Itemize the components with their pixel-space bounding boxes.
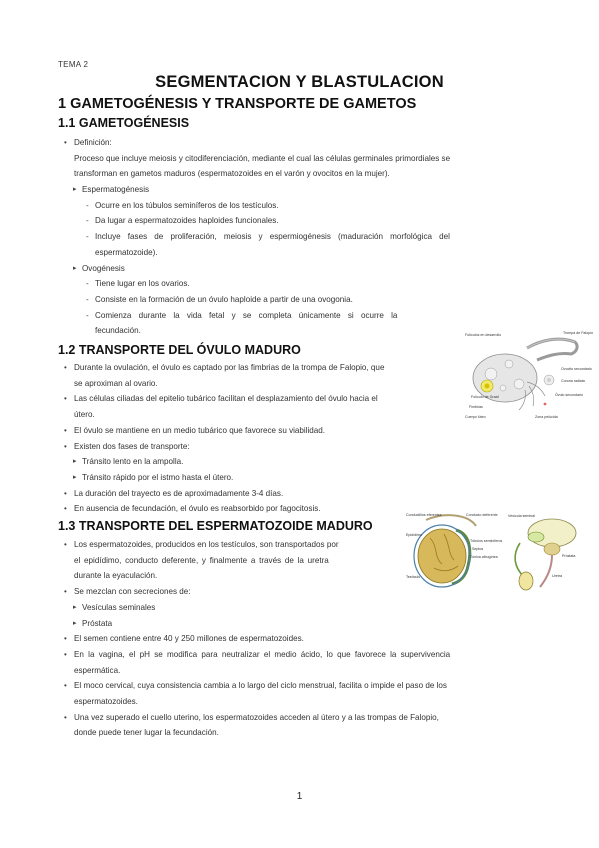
list-item: - Da lugar a espermatozoides haploides funcionales.	[95, 213, 279, 229]
list-item-continuation: útero.	[74, 410, 95, 420]
subsection-heading-1-2: 1.2 TRANSPORTE DEL ÓVULO MADURO	[58, 343, 301, 357]
list-item-continuation: espermatozoide).	[95, 247, 158, 257]
list-item: • En ausencia de fecundación, el óvulo es reabsorbido por fagocitosis.	[74, 501, 321, 517]
list-item: ▸ Tránsito lento en la ampolla.	[82, 454, 183, 470]
subsection-heading-1-1: 1.1 GAMETOGÉNESIS	[58, 116, 190, 130]
list-item: • El moco cervical, cuya consistencia cambia a lo largo del ciclo menstrual, facilita o impide el paso de los	[74, 678, 447, 694]
figure-label: Epidídimo	[406, 533, 422, 537]
list-item: - Comienza durante la vida fetal y se completa únicamente si ocurre la	[95, 308, 397, 324]
testis-illustration	[404, 506, 503, 592]
male-tract-illustration	[500, 507, 584, 595]
figure-label: Conducto deferente	[466, 513, 498, 517]
list-item-continuation: espermatozoides.	[74, 697, 138, 706]
list-item-continuation: se aproximan al ovario.	[74, 378, 158, 388]
list-item: - Ocurre en los túbulos seminíferos de los testículos.	[95, 198, 279, 214]
list-item: ▸ Próstata	[82, 616, 112, 632]
figure-label: Uretra	[552, 574, 562, 578]
figure-label: Óvulo secundario	[555, 393, 583, 397]
list-item: - Consiste en la formación de un óvulo haploide a partir de una ovogonia.	[95, 292, 353, 308]
list-item: ▸ Vesículas seminales	[82, 600, 155, 616]
ovary-illustration	[463, 326, 594, 426]
paragraph-line: Proceso que incluye meiosis y citodiferenciación, mediante el cual las células germinales primordiales se	[74, 153, 451, 163]
figure-label: Cuerpo lúteo	[465, 415, 486, 419]
figure-label: Testículo	[406, 575, 421, 579]
list-item: • Existen dos fases de transporte:	[74, 439, 190, 455]
list-item: • En la vagina, el pH se modifica para neutralizar el medio ácido, lo que favorece la supervivencia	[74, 647, 450, 663]
list-item: • Los espermatozoides, producidos en los testículos, son transportados por	[74, 537, 339, 553]
figure-label: Folículo de Graaf	[471, 395, 499, 399]
figure-label: Conductillos eferentes	[406, 513, 442, 517]
subsection-heading-1-3: 1.3 TRANSPORTE DEL ESPERMATOZOIDE MADURO	[58, 519, 373, 533]
list-item: • El óvulo se mantiene en un medio tubárico que favorece su viabilidad.	[74, 423, 325, 439]
list-item-continuation: fecundación.	[95, 326, 141, 336]
list-item-ovogenesis: ▸ Ovogénesis	[82, 261, 125, 277]
list-item-continuation: el epidídimo, conducto deferente, y finalmente a través de la uretra	[74, 555, 329, 565]
list-item: • Se mezclan con secreciones de:	[74, 584, 191, 600]
figure-label: Próstata	[562, 554, 576, 558]
list-item: • La duración del trayecto es de aproximadamente 3-4 días.	[74, 486, 283, 502]
section-heading-1: 1 GAMETOGÉNESIS Y TRANSPORTE DE GAMETOS	[58, 96, 417, 112]
list-item: • Las células ciliadas del epitelio tubárico facilitan el desplazamiento del óvulo hacia el	[74, 391, 378, 407]
figure-label: Folículos en desarrollo	[465, 333, 502, 337]
figure-label: Vesícula seminal	[508, 514, 535, 518]
list-item-definicion: • Definición:	[74, 135, 112, 151]
figure-label: Septos	[472, 547, 484, 551]
figure-label: Ovocito secundario	[561, 367, 592, 371]
paragraph-line: transforman en gametos maduros (espermatozoides en el varón y ovocitos en la mujer).	[74, 169, 390, 179]
figure-label: Trompa de Falopio	[563, 331, 594, 335]
list-item: - Incluye fases de proliferación, meiosis y espermiogénesis (maduración morfológica del	[95, 229, 541, 245]
page-title: SEGMENTACION Y BLASTULACION	[155, 73, 444, 91]
list-item: • Una vez superado el cuello uterino, los espermatozoides acceden al útero y a las trompas de Falopio,	[74, 710, 439, 726]
topic-label: TEMA 2	[58, 60, 89, 69]
list-item: • Durante la ovulación, el óvulo es captado por las fimbrias de la trompa de Falopio, que	[74, 360, 384, 376]
figure-label: Corona radiata	[561, 379, 585, 383]
list-item: • El semen contiene entre 40 y 250 millones de espermatozoides.	[74, 631, 304, 647]
list-item: - Tiene lugar en los ovarios.	[95, 276, 190, 292]
list-item-continuation: durante la eyaculación.	[74, 571, 158, 581]
figure-label: Zona pelúcida	[535, 415, 558, 419]
list-item-continuation: espermática.	[74, 665, 121, 675]
figure-label: Túnica albugínea	[470, 555, 498, 559]
list-item-espermatogenesis: ▸ Espermatogénesis	[82, 182, 149, 198]
page-number: 1	[296, 791, 303, 802]
figure-label: Túbulos seminíferos	[470, 539, 503, 543]
list-item-continuation: donde puede tener lugar la fecundación.	[74, 728, 219, 738]
list-item: ▸ Tránsito rápido por el istmo hasta el útero.	[82, 470, 233, 486]
figure-label: Fimbrias	[469, 405, 483, 409]
